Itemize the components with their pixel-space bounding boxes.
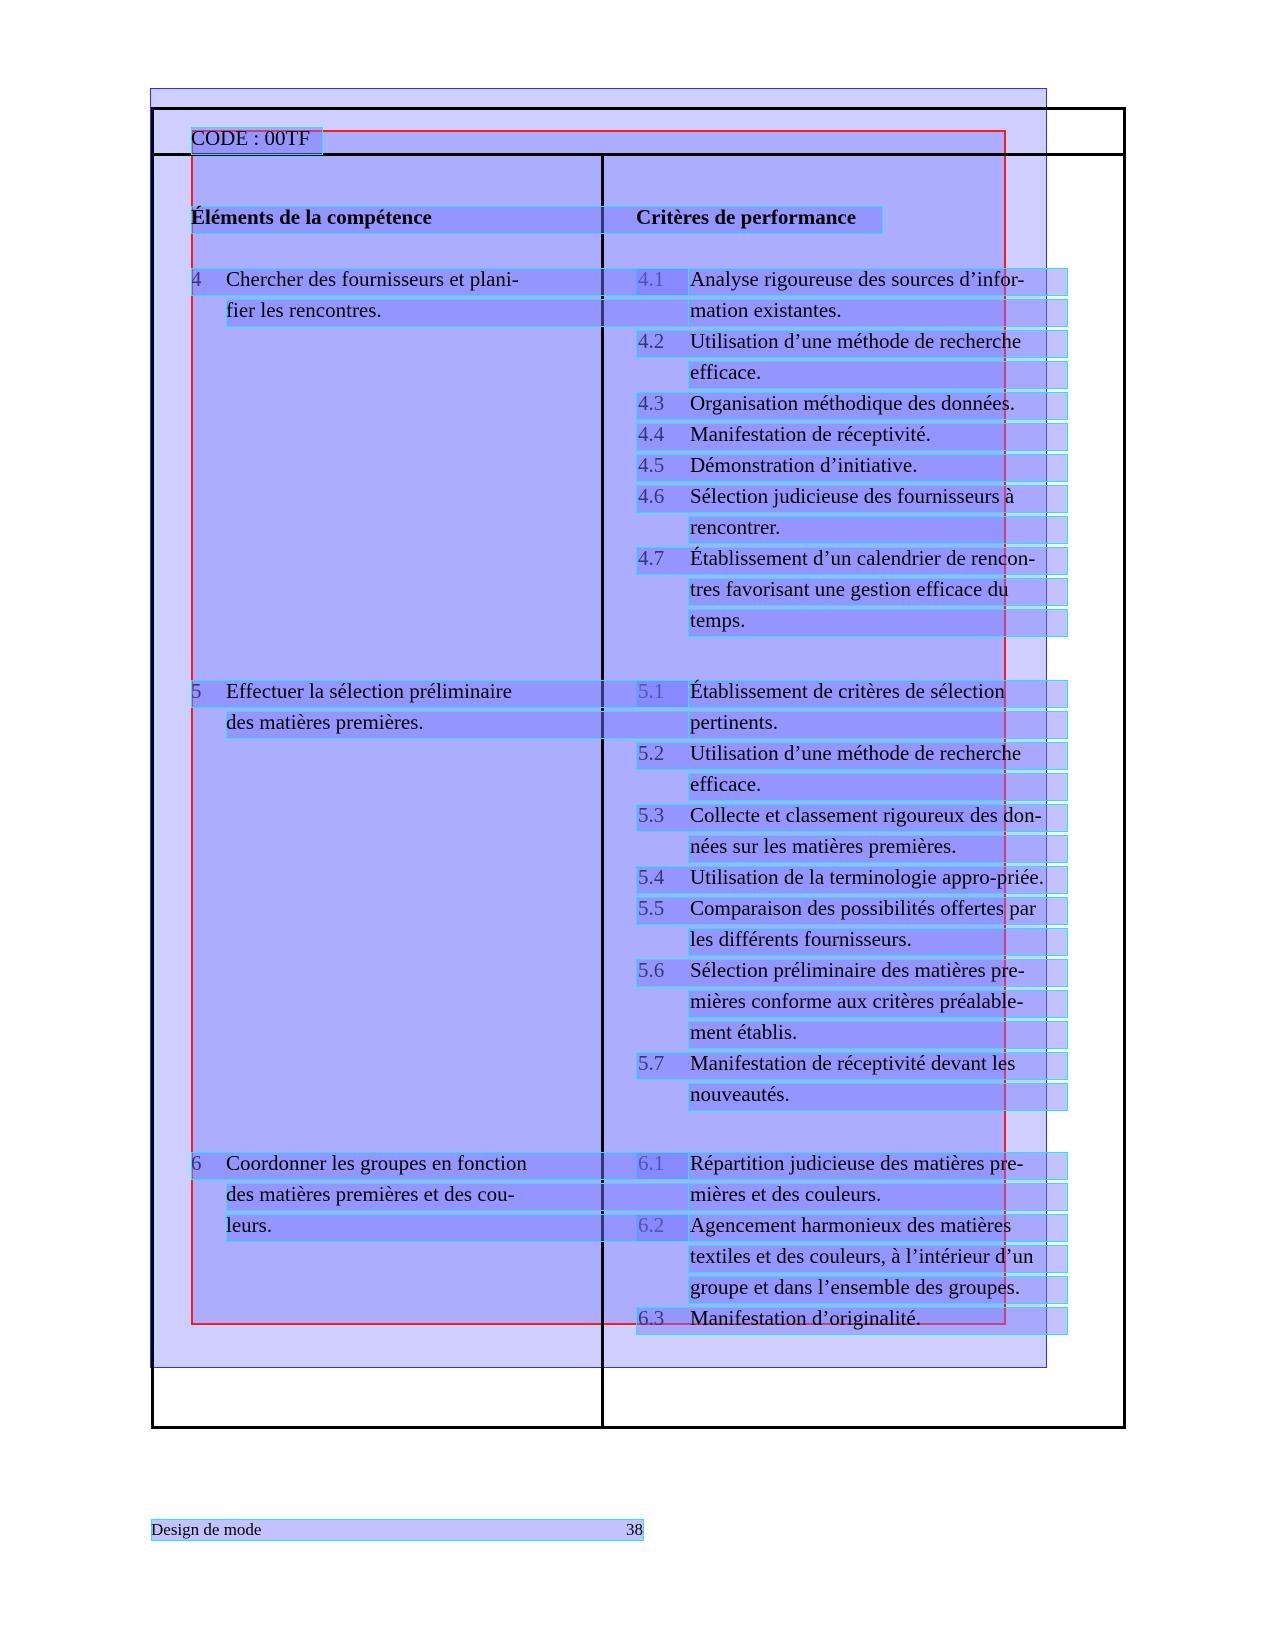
- page-number: 38: [626, 1520, 643, 1539]
- criterion-number: 4.1: [638, 267, 665, 291]
- criterion-line: Organisation méthodique des données.: [690, 391, 1016, 415]
- element-line: Coordonner les groupes en fonction: [226, 1151, 527, 1175]
- criterion-line: tres favorisant une gestion efficace du: [690, 577, 1009, 601]
- element-line: des matières premières.: [226, 710, 424, 734]
- criterion-number: 6.3: [638, 1306, 665, 1330]
- criterion-line: textiles et des couleurs, à l’intérieur d’un: [690, 1244, 1034, 1268]
- criterion-line: Démonstration d’initiative.: [690, 453, 918, 477]
- element-line: Effectuer la sélection préliminaire: [226, 679, 512, 703]
- criterion-line: les différents fournisseurs.: [690, 927, 912, 951]
- criterion-line: Sélection judicieuse des fournisseurs à: [690, 484, 1015, 508]
- elements-header: Éléments de la compétence: [191, 205, 432, 229]
- element-line: des matières premières et des cou-: [226, 1182, 515, 1206]
- element-line: Chercher des fournisseurs et plani-: [226, 267, 519, 291]
- element-number: 4: [191, 267, 202, 291]
- criterion-line: Utilisation de la terminologie appro-priée.: [690, 865, 1044, 889]
- element-line: leurs.: [226, 1213, 273, 1237]
- criterion-line: Manifestation d’originalité.: [690, 1306, 921, 1330]
- criterion-line: mation existantes.: [690, 298, 842, 322]
- criterion-line: nouveautés.: [690, 1082, 790, 1106]
- criteria-header: Critères de performance: [636, 205, 857, 229]
- criterion-line: Répartition judicieuse des matières pre-: [690, 1151, 1024, 1175]
- criterion-number: 5.5: [638, 896, 665, 920]
- criterion-line: Utilisation d’une méthode de recherche: [690, 741, 1022, 765]
- criterion-line: efficace.: [690, 772, 762, 796]
- criterion-number: 4.4: [638, 422, 665, 446]
- criterion-line: Comparaison des possibilités offertes par: [690, 896, 1037, 920]
- criterion-number: 4.2: [638, 329, 665, 353]
- criterion-number: 4.6: [638, 484, 665, 508]
- criterion-line: Agencement harmonieux des matières: [690, 1213, 1012, 1237]
- criterion-number: 5.1: [638, 679, 665, 703]
- criterion-line: Établissement d’un calendrier de rencon-: [690, 546, 1036, 570]
- criterion-line: nées sur les matières premières.: [690, 834, 957, 858]
- criterion-line: Établissement de critères de sélection: [690, 679, 1005, 703]
- criterion-number: 5.2: [638, 741, 665, 765]
- footer-title: Design de mode: [151, 1520, 262, 1539]
- criterion-number: 4.7: [638, 546, 665, 570]
- criterion-number: 4.5: [638, 453, 665, 477]
- criterion-line: rencontrer.: [690, 515, 781, 539]
- element-number: 5: [191, 679, 202, 703]
- code-label: CODE : 00TF: [191, 126, 311, 150]
- criterion-line: Manifestation de réceptivité.: [690, 422, 931, 446]
- criterion-number: 5.6: [638, 958, 665, 982]
- criterion-line: ment établis.: [690, 1020, 798, 1044]
- criterion-line: efficace.: [690, 360, 762, 384]
- criterion-line: groupe et dans l’ensemble des groupes.: [690, 1275, 1021, 1299]
- criterion-line: mières et des couleurs.: [690, 1182, 882, 1206]
- criterion-line: Collecte et classement rigoureux des don-: [690, 803, 1042, 827]
- element-number: 6: [191, 1151, 202, 1175]
- criterion-number: 5.7: [638, 1051, 665, 1075]
- criterion-number: 5.4: [638, 865, 665, 889]
- highlight-box: [226, 1214, 689, 1242]
- element-line: fier les rencontres.: [226, 298, 382, 322]
- criterion-line: mières conforme aux critères préalable-: [690, 989, 1024, 1013]
- criterion-number: 4.3: [638, 391, 665, 415]
- criterion-line: Manifestation de réceptivité devant les: [690, 1051, 1016, 1075]
- criterion-number: 6.2: [638, 1213, 665, 1237]
- criterion-line: Sélection préliminaire des matières pre-: [690, 958, 1025, 982]
- criterion-number: 6.1: [638, 1151, 665, 1175]
- criterion-line: temps.: [690, 608, 746, 632]
- criterion-line: pertinents.: [690, 710, 779, 734]
- criterion-number: 5.3: [638, 803, 665, 827]
- criterion-line: Analyse rigoureuse des sources d’infor-: [690, 267, 1025, 291]
- criterion-line: Utilisation d’une méthode de recherche: [690, 329, 1022, 353]
